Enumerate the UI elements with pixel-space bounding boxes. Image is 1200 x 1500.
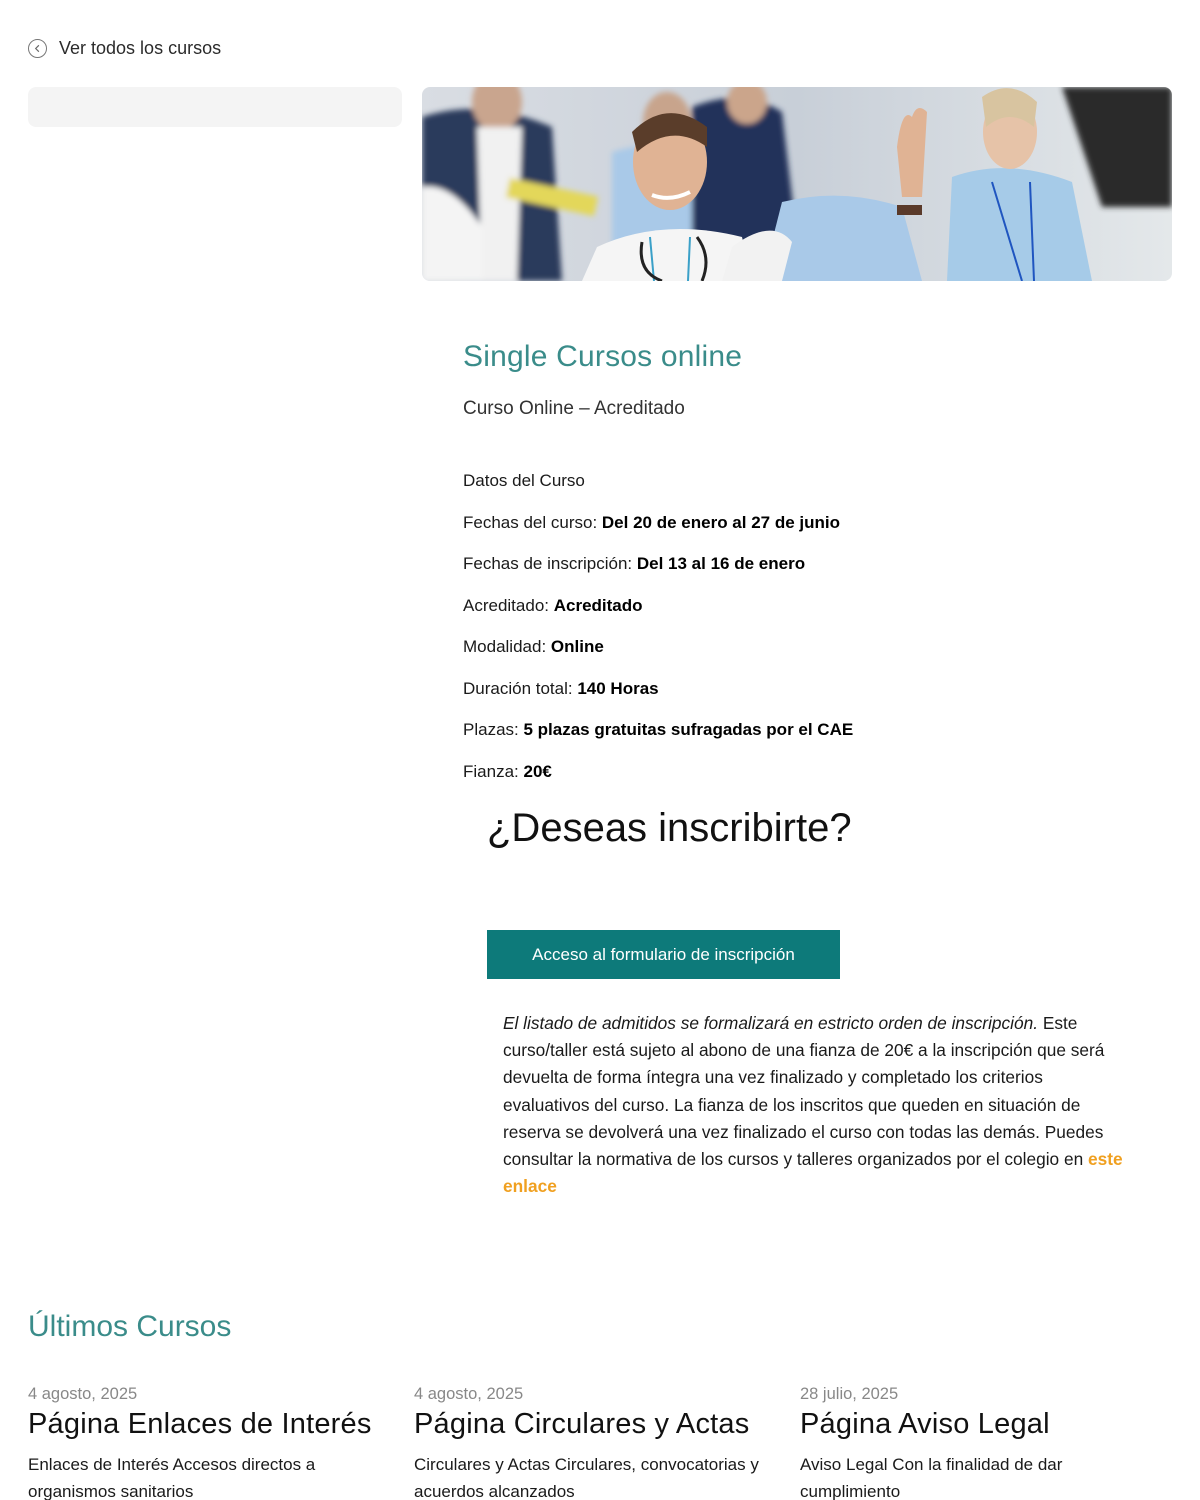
detail-course-dates [463, 513, 1143, 533]
detail-value: Del 13 al 16 de enero [636, 554, 806, 573]
card-excerpt: Enlaces de Interés Accesos directos a organismos sanitarios [28, 1455, 316, 1500]
notice-body: Este curso/taller está sujeto al abono de una fianza de 20€ a la inscripción que será devuelta de forma íntegra una vez finalizado y completado los criterios evaluativos del curso. La fianza de los inscritos que queden en situación de reserva se devolverá una vez finalizado el curso con todas las demás. Puedes consultar la normativa de los cursos y talleres organizados por el colegio en [503, 1013, 1105, 1170]
enroll-heading: ¿Deseas inscribirte? [487, 806, 852, 850]
page-title: Single Cursos online [463, 340, 743, 373]
enrollment-form-button[interactable]: Acceso al formulario de inscripción [487, 930, 840, 979]
details-heading: Datos del Curso [463, 471, 585, 490]
card-date: 4 agosto, 2025 [28, 1385, 138, 1403]
detail-value: 20€ [523, 761, 552, 781]
back-to-courses-link[interactable] [28, 38, 221, 59]
latest-courses-list [28, 1385, 1188, 1500]
card-date: 28 julio, 2025 [800, 1385, 899, 1403]
card-title[interactable]: Página Enlaces de Interés [28, 1408, 372, 1440]
detail-label: Acreditado: [463, 595, 554, 615]
back-link-label: Ver todos los cursos [59, 38, 222, 58]
course-card[interactable] [414, 1385, 800, 1500]
card-date: 4 agosto, 2025 [414, 1385, 524, 1403]
notice-italic: El listado de admitidos se formalizará en estricto orden de inscripción. [503, 1013, 1039, 1033]
detail-value: 5 plazas gratuitas sufragadas por el CAE [523, 720, 854, 739]
chevron-left-circle-icon [28, 39, 47, 58]
detail-value: 140 Horas [577, 678, 659, 698]
detail-label: Modalidad: [463, 637, 551, 656]
detail-value: Acreditado [553, 595, 643, 615]
course-subtitle: Curso Online – Acreditado [463, 398, 685, 419]
course-card[interactable] [800, 1385, 1186, 1500]
regulations-link[interactable]: este enlace [503, 1149, 1123, 1197]
detail-label: Fechas de inscripción: [463, 554, 637, 573]
card-excerpt: Circulares y Actas Circulares, convocatorias y acuerdos alcanzados [414, 1455, 759, 1500]
hero-image [422, 87, 1172, 281]
sidebar-placeholder [28, 87, 402, 127]
detail-label: Plazas: [463, 720, 524, 739]
card-title[interactable]: Página Circulares y Actas [414, 1408, 750, 1440]
detail-duration [463, 679, 1143, 699]
detail-modality [463, 637, 1143, 657]
detail-label: Duración total: [463, 678, 578, 698]
detail-label: Fianza: [463, 761, 524, 781]
detail-value: Online [550, 637, 604, 656]
latest-courses-title: Últimos Cursos [28, 1310, 232, 1343]
detail-enrollment-dates [463, 554, 1143, 574]
detail-accredited [463, 596, 1143, 616]
detail-deposit [463, 762, 1143, 782]
detail-value: Del 20 de enero al 27 de junio [601, 512, 840, 532]
course-details [463, 471, 1143, 782]
enrollment-notice [503, 1010, 1128, 1200]
card-title[interactable]: Página Aviso Legal [800, 1408, 1050, 1440]
course-content [463, 340, 1143, 782]
detail-label: Fechas del curso: [463, 512, 602, 532]
detail-seats [463, 720, 1143, 740]
course-card[interactable] [28, 1385, 414, 1500]
card-excerpt: Aviso Legal Con la finalidad de dar cumplimiento [800, 1455, 1063, 1500]
